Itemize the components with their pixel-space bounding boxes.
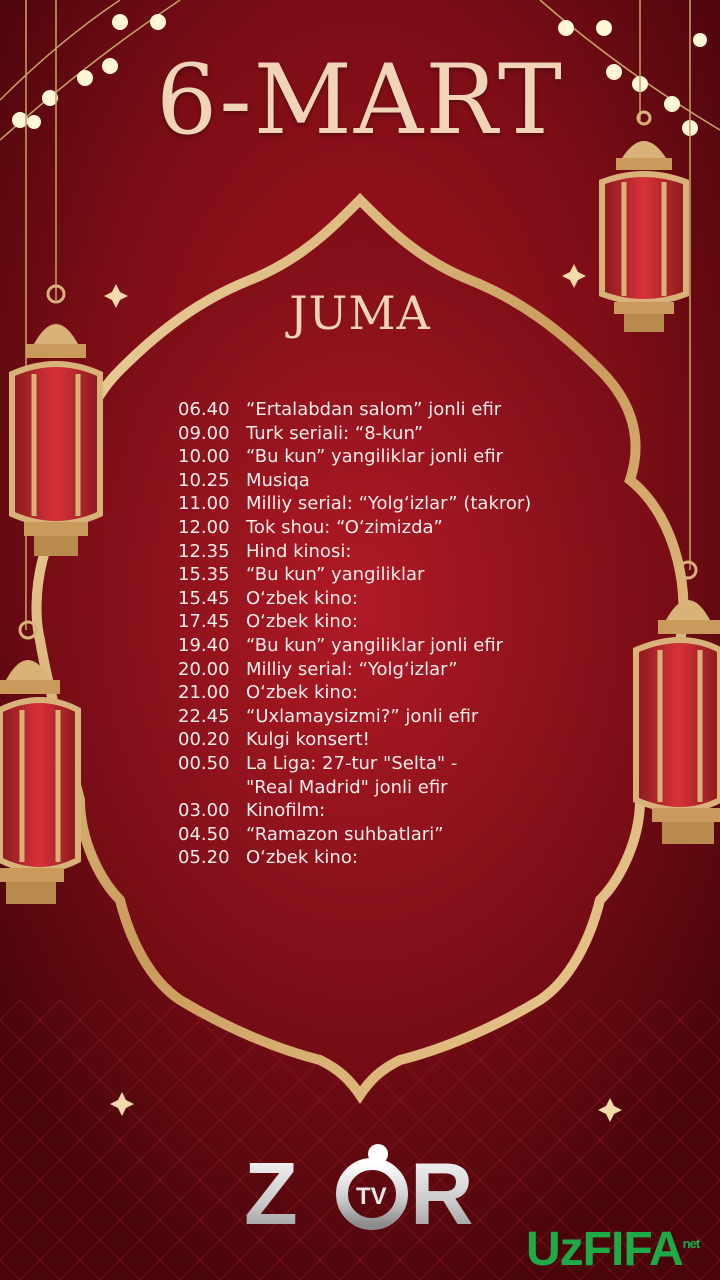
schedule-show: “Ertalabdan salom” jonli efir bbox=[246, 399, 502, 420]
schedule-row bbox=[178, 728, 558, 752]
schedule-show: O‘zbek kino: bbox=[246, 587, 358, 609]
schedule-row bbox=[178, 563, 558, 587]
watermark-brand: UzFIFA bbox=[526, 1223, 683, 1276]
zor-tv-logo bbox=[244, 1140, 484, 1240]
schedule-time: 22.45 bbox=[178, 705, 230, 727]
schedule-show: Milliy serial: “Yolg‘izlar” bbox=[246, 658, 458, 680]
schedule-row bbox=[178, 610, 558, 634]
schedule-time: 19.40 bbox=[178, 634, 230, 656]
schedule-time: 21.00 bbox=[178, 682, 230, 704]
schedule-row bbox=[178, 469, 558, 493]
schedule-show: O‘zbek kino: bbox=[246, 611, 358, 633]
schedule-list bbox=[178, 398, 558, 870]
schedule-row bbox=[178, 823, 558, 847]
schedule-time: 12.35 bbox=[178, 540, 230, 562]
schedule-show: O‘zbek kino: bbox=[246, 847, 358, 869]
schedule-time: 15.35 bbox=[178, 564, 230, 586]
schedule-row bbox=[178, 658, 558, 682]
schedule-show: O‘zbek kino: bbox=[246, 682, 358, 704]
schedule-time: 00.50 bbox=[178, 752, 230, 774]
schedule-show: La Liga: 27-tur "Selta" - "Real Madrid" jonli efir bbox=[246, 752, 458, 798]
schedule-show: “Bu kun” yangiliklar bbox=[246, 564, 425, 586]
schedule-show: Hind kinosi: bbox=[246, 540, 352, 562]
schedule-show: Kinofilm: bbox=[246, 800, 326, 822]
schedule-row bbox=[178, 681, 558, 705]
schedule-row bbox=[178, 634, 558, 658]
schedule-show: “Uxlamaysizmi?” jonli efir bbox=[246, 705, 479, 727]
schedule-row bbox=[178, 799, 558, 823]
schedule-row bbox=[178, 540, 558, 564]
schedule-show: Milliy serial: “Yolg‘izlar” (takror) bbox=[246, 493, 532, 515]
uzfifa-watermark bbox=[526, 1222, 699, 1277]
schedule-show: Turk seriali: “8-kun” bbox=[246, 422, 424, 444]
schedule-time: 11.00 bbox=[178, 493, 230, 515]
schedule-time: 04.50 bbox=[178, 823, 230, 845]
logo-letter-r: R bbox=[410, 1144, 474, 1240]
schedule-show: “Ramazon suhbatlari” bbox=[246, 823, 444, 845]
logo-badge: TV bbox=[356, 1183, 387, 1210]
lantern-bottom-right bbox=[632, 560, 720, 850]
schedule-row bbox=[178, 752, 558, 799]
schedule-show: “Bu kun” yangiliklar jonli efir bbox=[246, 446, 504, 468]
schedule-time: 09.00 bbox=[178, 422, 230, 444]
watermark-suffix: net bbox=[682, 1236, 700, 1251]
lantern-bottom-left bbox=[0, 620, 84, 910]
logo-letter-z: Z bbox=[244, 1144, 298, 1240]
schedule-time: 12.00 bbox=[178, 516, 230, 538]
schedule-row bbox=[178, 398, 558, 422]
schedule-row bbox=[178, 516, 558, 540]
schedule-time: 06.40 bbox=[178, 399, 230, 420]
schedule-row bbox=[178, 492, 558, 516]
date-title: 6-MART bbox=[156, 44, 564, 156]
schedule-time: 00.20 bbox=[178, 729, 230, 751]
schedule-row bbox=[178, 846, 558, 870]
schedule-row bbox=[178, 422, 558, 446]
day-title: JUMA bbox=[289, 286, 431, 340]
schedule-time: 10.25 bbox=[178, 469, 230, 491]
schedule-show: “Bu kun” yangiliklar jonli efir bbox=[246, 634, 504, 656]
schedule-time: 15.45 bbox=[178, 587, 230, 609]
schedule-show: Tok shou: “O‘zimizda” bbox=[246, 516, 443, 538]
schedule-time: 05.20 bbox=[178, 847, 230, 869]
schedule-time: 10.00 bbox=[178, 446, 230, 468]
schedule-row bbox=[178, 445, 558, 469]
schedule-time: 03.00 bbox=[178, 800, 230, 822]
schedule-time: 17.45 bbox=[178, 611, 230, 633]
schedule-row bbox=[178, 587, 558, 611]
schedule-time: 20.00 bbox=[178, 658, 230, 680]
schedule-show: Kulgi konsert! bbox=[246, 729, 370, 751]
schedule-row bbox=[178, 705, 558, 729]
schedule-show: Musiqa bbox=[246, 469, 310, 491]
